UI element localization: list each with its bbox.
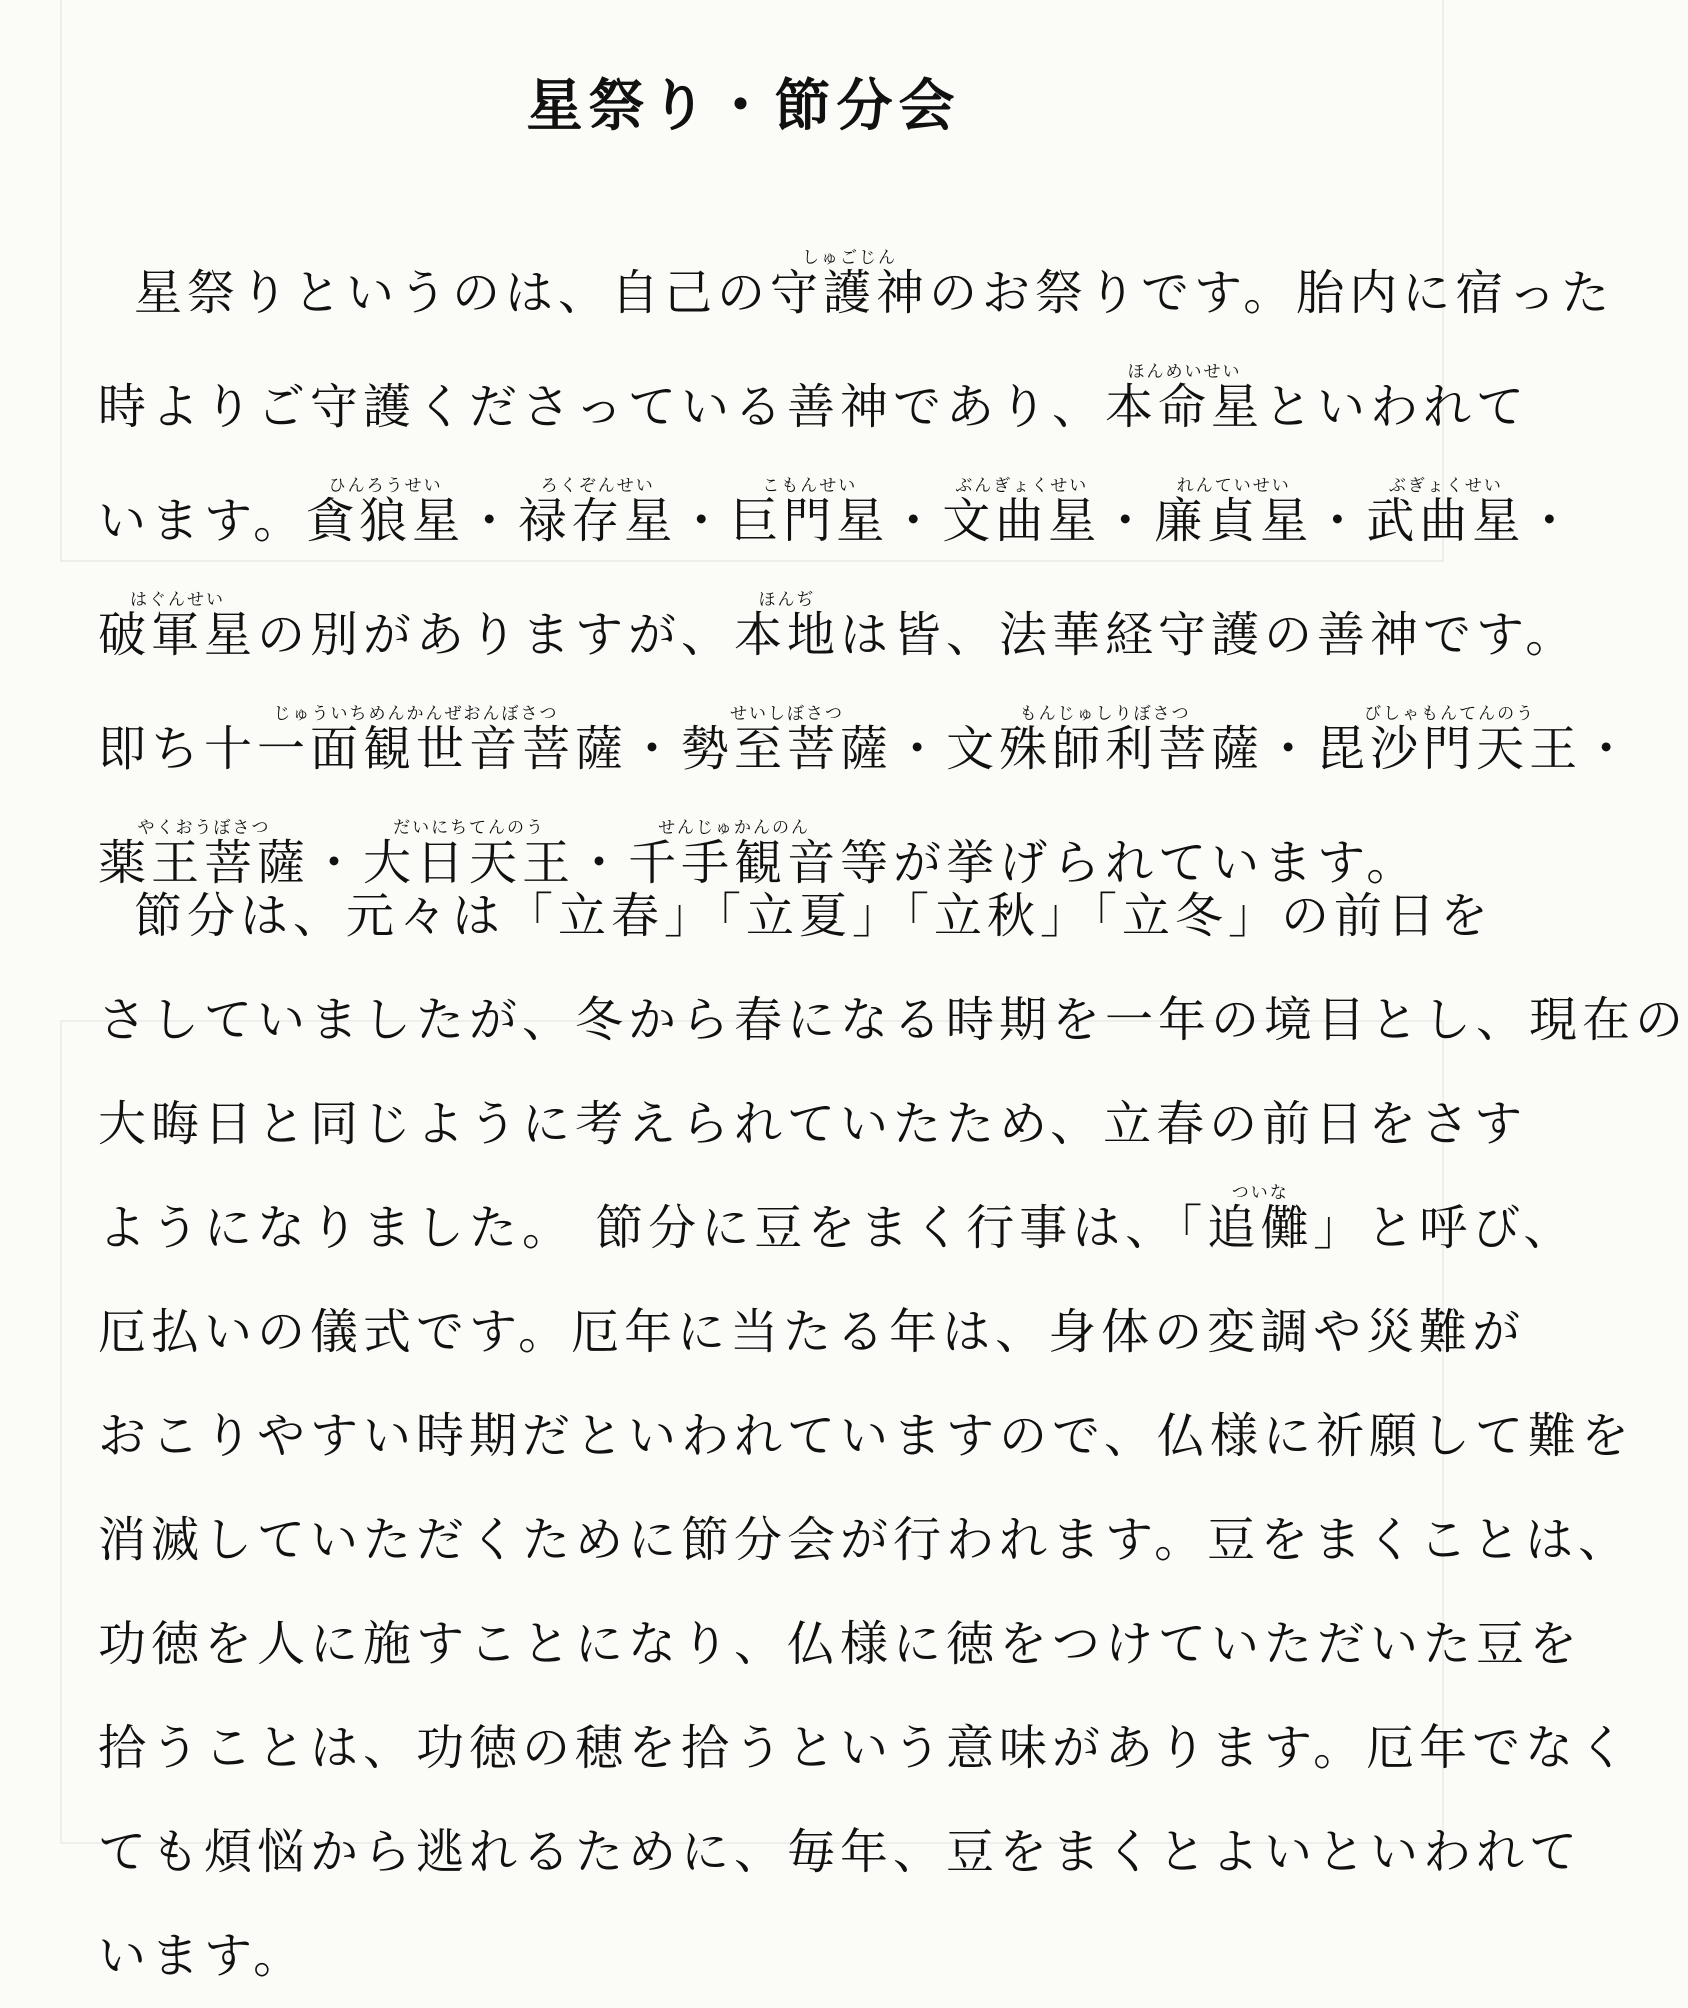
ruby-reading: じゅういちめんかんぜおんぼさつ: [204, 704, 629, 724]
ruby-reading: れんていせい: [1154, 476, 1314, 496]
ruby-reading: せんじゅかんのん: [628, 818, 841, 838]
text-segment: 功徳を人に施すことになり、仏様に徳をつけていただいた豆を: [98, 1616, 1583, 1672]
paragraph-setsubun: [98, 864, 1688, 2008]
ruby-base: 大日天王: [363, 835, 576, 891]
ruby-reading: しゅごじん: [770, 248, 930, 268]
text-line: [98, 464, 1579, 578]
ruby-reading: ついな: [1207, 1183, 1314, 1203]
text-segment: 大晦日と同じように考えられていたため、立春の前日をさす: [98, 1096, 1528, 1152]
ruby-base: 文曲星: [942, 493, 1102, 549]
ruby-reading: ろくぞんせい: [518, 476, 678, 496]
furigana-word: [518, 476, 678, 549]
text-segment: ・: [889, 493, 943, 549]
ruby-base: 禄存星: [518, 493, 678, 549]
text-line: [98, 1176, 1577, 1280]
text-segment: 拾うことは、功徳の穂を拾うという意味があります。厄年でなく: [98, 1720, 1632, 1776]
text-segment: は皆、法華経守護の善神です。: [840, 607, 1579, 663]
text-line: [98, 350, 1530, 464]
ruby-reading: ほんぢ: [734, 590, 841, 610]
text-line: [98, 1592, 1583, 1696]
ruby-reading: ひんろうせい: [306, 476, 466, 496]
furigana-word: [730, 476, 890, 549]
text-segment: ても煩悩から逃れるために、毎年、豆をまくとよいといわれて: [98, 1824, 1583, 1880]
text-line: [98, 1488, 1632, 1592]
ruby-reading: やくおうぼさつ: [98, 818, 310, 838]
furigana-word: [204, 704, 629, 777]
text-segment: の別がありますが、: [257, 607, 735, 663]
text-segment: ようになりました。 節分に豆をまく行事は、「: [98, 1200, 1208, 1256]
text-segment: ・: [310, 835, 364, 891]
ruby-base: 文殊師利菩薩: [946, 721, 1265, 777]
text-segment: ・: [1313, 493, 1367, 549]
text-segment: います。: [98, 493, 307, 549]
text-segment: さしていましたが、冬から春になる時期を一年の境目とし、現在の: [98, 992, 1688, 1048]
text-segment: ・: [677, 493, 731, 549]
furigana-word: [1105, 362, 1265, 435]
furigana-word: [770, 248, 930, 321]
text-segment: ・: [1101, 493, 1155, 549]
ruby-reading: だいにちてんのう: [363, 818, 576, 838]
text-segment: のお祭りです。胎内に宿った: [929, 265, 1615, 321]
text-segment: 即ち: [98, 721, 205, 777]
furigana-word: [946, 704, 1265, 777]
text-line: [98, 1800, 1583, 1904]
text-line: [98, 1280, 1526, 1384]
ruby-base: 勢至菩薩: [681, 721, 894, 777]
ruby-reading: せいしぼさつ: [681, 704, 894, 724]
ruby-base: 本地: [734, 607, 841, 663]
text-line: [98, 1072, 1528, 1176]
text-line: [98, 1904, 1418, 2008]
ruby-reading: もんじゅしりぼさつ: [946, 704, 1265, 724]
ruby-reading: ぶぎょくせい: [1366, 476, 1526, 496]
text-line: [98, 692, 1636, 806]
text-segment: 厄払いの儀式です。厄年に当たる年は、身体の変調や災難が: [98, 1304, 1526, 1360]
ruby-reading: こもんせい: [730, 476, 890, 496]
ruby-reading: はぐんせい: [98, 590, 257, 610]
ruby-base: 本命星: [1105, 379, 1265, 435]
ruby-base: 毘沙門天王: [1317, 721, 1583, 777]
text-line: [98, 968, 1688, 1072]
furigana-word: [1154, 476, 1314, 549]
ruby-base: 廉貞星: [1154, 493, 1314, 549]
text-segment: 」と呼び、: [1313, 1200, 1577, 1256]
furigana-word: [1317, 704, 1583, 777]
ruby-base: 薬王菩薩: [98, 835, 311, 891]
ruby-base: 追儺: [1207, 1200, 1314, 1256]
text-line: [98, 578, 1579, 692]
text-segment: 星祭りというのは、自己の: [134, 265, 771, 321]
text-segment: ・: [575, 835, 629, 891]
text-line: [98, 1384, 1635, 1488]
ruby-reading: ほんめいせい: [1105, 362, 1265, 382]
text-segment: ・: [1525, 493, 1579, 549]
text-segment: います。: [98, 1928, 307, 1984]
ruby-base: 貪狼星: [306, 493, 466, 549]
text-segment: ・: [1264, 721, 1318, 777]
text-line: [98, 1696, 1632, 1800]
ruby-base: 破軍星: [98, 607, 258, 663]
furigana-word: [1366, 476, 1526, 549]
text-segment: 時よりご守護くださっている善神であり、: [98, 379, 1106, 435]
text-line: [98, 236, 1615, 350]
text-segment: 等が挙げられています。: [840, 835, 1420, 891]
text-segment: ・: [1582, 721, 1636, 777]
text-line: [98, 864, 1494, 968]
ruby-base: 十一面観世音菩薩: [204, 721, 629, 777]
ruby-base: 守護神: [770, 265, 930, 321]
ruby-base: 巨門星: [730, 493, 890, 549]
document-title: 星祭り・節分会: [526, 73, 961, 139]
text-segment: 節分は、元々は「立春」「立夏」「立秋」「立冬」の前日を: [134, 888, 1494, 944]
paragraph-star-festival: [98, 236, 1636, 920]
text-segment: 消滅していただくために節分会が行われます。豆をまくことは、: [98, 1512, 1632, 1568]
ruby-reading: びしゃもんてんのう: [1317, 704, 1583, 724]
text-segment: ・: [465, 493, 519, 549]
furigana-word: [734, 590, 841, 663]
text-segment: おこりやすい時期だといわれていますので、仏様に祈願して難を: [98, 1408, 1635, 1464]
ruby-reading: ぶんぎょくせい: [942, 476, 1102, 496]
ruby-base: 千手観音: [628, 835, 841, 891]
furigana-word: [98, 590, 258, 663]
text-segment: といわれて: [1264, 379, 1530, 435]
furigana-word: [681, 704, 894, 777]
text-segment: ・: [628, 721, 682, 777]
ruby-base: 武曲星: [1366, 493, 1526, 549]
furigana-word: [1207, 1183, 1314, 1256]
furigana-word: [942, 476, 1102, 549]
text-segment: ・: [893, 721, 947, 777]
furigana-word: [306, 476, 466, 549]
